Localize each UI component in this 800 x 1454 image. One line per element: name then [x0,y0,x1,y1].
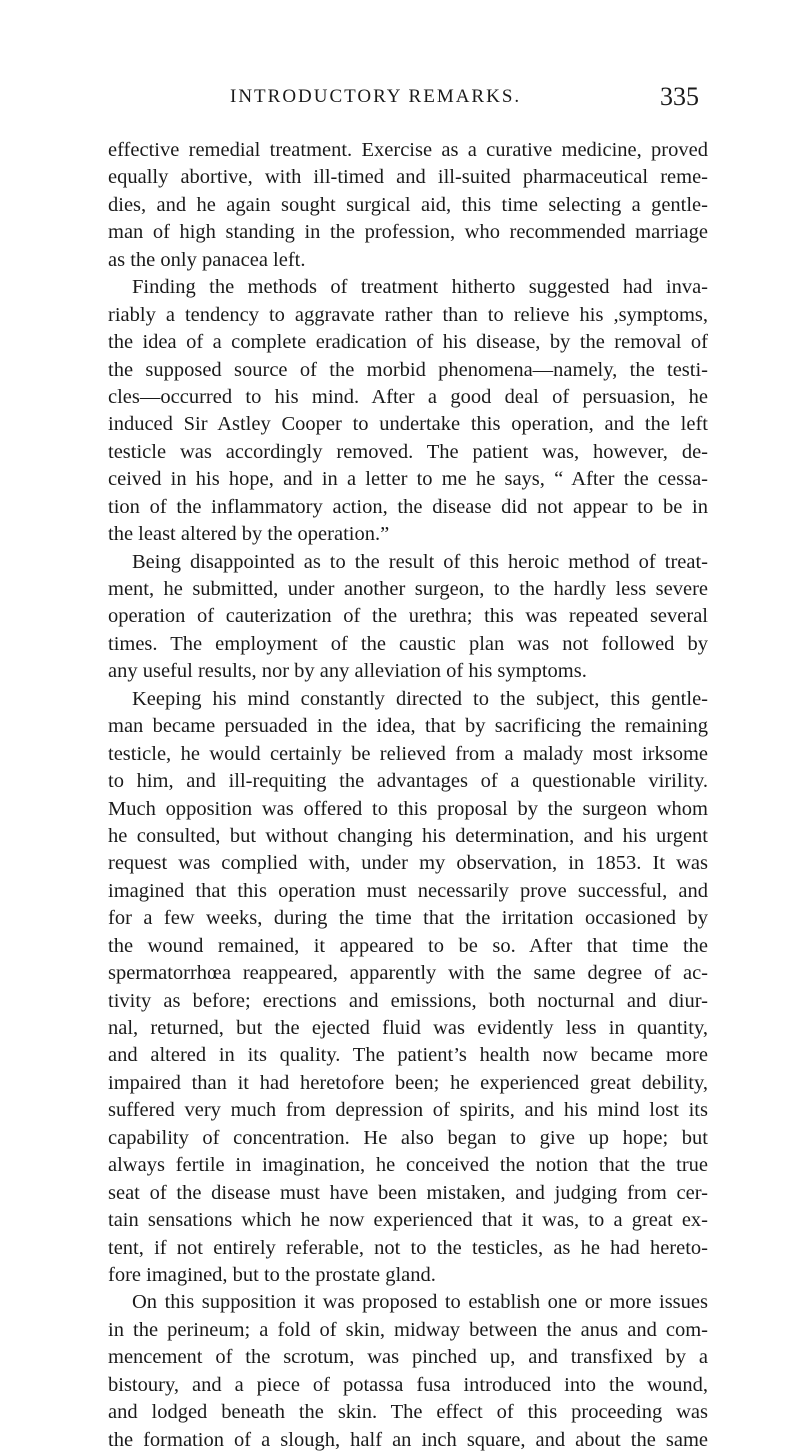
text-line: the least altered by the operation.” [108,523,390,546]
text-line: riably a tendency to aggravate rather than to relieve his ,symptoms, [108,303,708,326]
text-line: Finding the methods of treatment hitherto suggested had inva- [132,276,708,299]
text-line: the formation of a slough, half an inch square, and about the same [108,1428,708,1451]
text-line: testicle, he would certainly be relieved from a malady most irksome [108,742,708,765]
text-line: ceived in his hope, and in a letter to me he says, “ After the cessa- [108,468,708,491]
running-title: INTRODUCTORY REMARKS. [230,86,522,107]
text-line: as the only panacea left. [108,248,306,271]
text-line: bistoury, and a piece of potassa fusa introduced into the wound, [108,1373,708,1396]
text-line: the supposed source of the morbid phenomena—namely, the testi- [108,358,708,381]
text-line: induced Sir Astley Cooper to undertake this operation, and the left [108,413,708,436]
page-number: 335 [660,82,699,111]
text-line: suffered very much from depression of spirits, and his mind lost its [108,1099,708,1122]
text-line: any useful results, nor by any alleviation of his symptoms. [108,660,587,683]
text-line: tain sensations which he now experienced that it was, to a great ex- [108,1209,708,1232]
text-line: Keeping his mind constantly directed to the subject, this gentle- [132,687,708,710]
text-line: and altered in its quality. The patient’s health now became more [108,1044,708,1067]
text-line: always fertile in imagination, he conceived the notion that the true [108,1154,708,1177]
text-line: he consulted, but without changing his determination, and his urgent [108,824,708,847]
text-line: fore imagined, but to the prostate gland. [108,1263,436,1286]
text-line: in the perineum; a fold of skin, midway between the anus and com- [108,1318,708,1341]
text-line: imagined that this operation must necessarily prove successful, and [108,879,708,902]
text-line: operation of cauterization of the urethra; this was repeated several [108,605,708,628]
text-line: nal, returned, but the ejected fluid was evidently less in quantity, [108,1017,708,1039]
text-line: Much opposition was offered to this proposal by the surgeon whom [108,797,708,820]
text-line: tent, if not entirely referable, not to the testicles, as he had hereto- [108,1236,708,1259]
text-line: Being disappointed as to the result of this heroic method of treat- [132,550,708,573]
text-line: equally abortive, with ill-timed and ill-suited pharmaceutical reme- [108,166,708,189]
text-line: ment, he submitted, under another surgeon, to the hardly less severe [108,578,708,600]
text-line: dies, and he again sought surgical aid, this time selecting a gentle- [108,193,708,216]
text-line: tivity as before; erections and emissions, both nocturnal and diur- [108,989,708,1012]
text-line: the idea of a complete eradication of his disease, by the removal of [108,331,708,354]
text-line: spermatorrhœa reappeared, apparently with the same degree of ac- [108,962,708,985]
text-line: man became persuaded in the idea, that by sacrificing the remaining [108,715,708,738]
running-head [0,82,800,116]
text-line: man of high standing in the profession, who recommended marriage [108,221,708,244]
text-line: impaired than it had heretofore been; he experienced great debility, [108,1071,708,1094]
text-line: times. The employment of the caustic plan was not followed by [108,632,708,655]
text-line: to him, and ill-requiting the advantages of a questionable virility. [108,770,708,793]
text-line: request was complied with, under my observation, in 1853. It was [108,852,708,875]
text-line: effective remedial treatment. Exercise as a curative medicine, proved [108,139,708,161]
text-line: the wound remained, it appeared to be so. After that time the [108,934,708,957]
text-line: tion of the inflammatory action, the disease did not appear to be in [108,495,708,518]
text-line: On this supposition it was proposed to establish one or more issues [132,1291,708,1314]
text-line: testicle was accordingly removed. The patient was, however, de- [108,440,708,463]
text-line: for a few weeks, during the time that the irritation occasioned by [108,907,708,930]
text-line: capability of concentration. He also began to give up hope; but [108,1126,708,1149]
text-line: seat of the disease must have been mistaken, and judging from cer- [108,1181,708,1204]
text-line: cles—occurred to his mind. After a good deal of persuasion, he [108,385,708,408]
body-text [108,137,708,1454]
text-line: and lodged beneath the skin. The effect of this proceeding was [108,1401,708,1424]
text-line: mencement of the scrotum, was pinched up, and transfixed by a [108,1346,708,1369]
